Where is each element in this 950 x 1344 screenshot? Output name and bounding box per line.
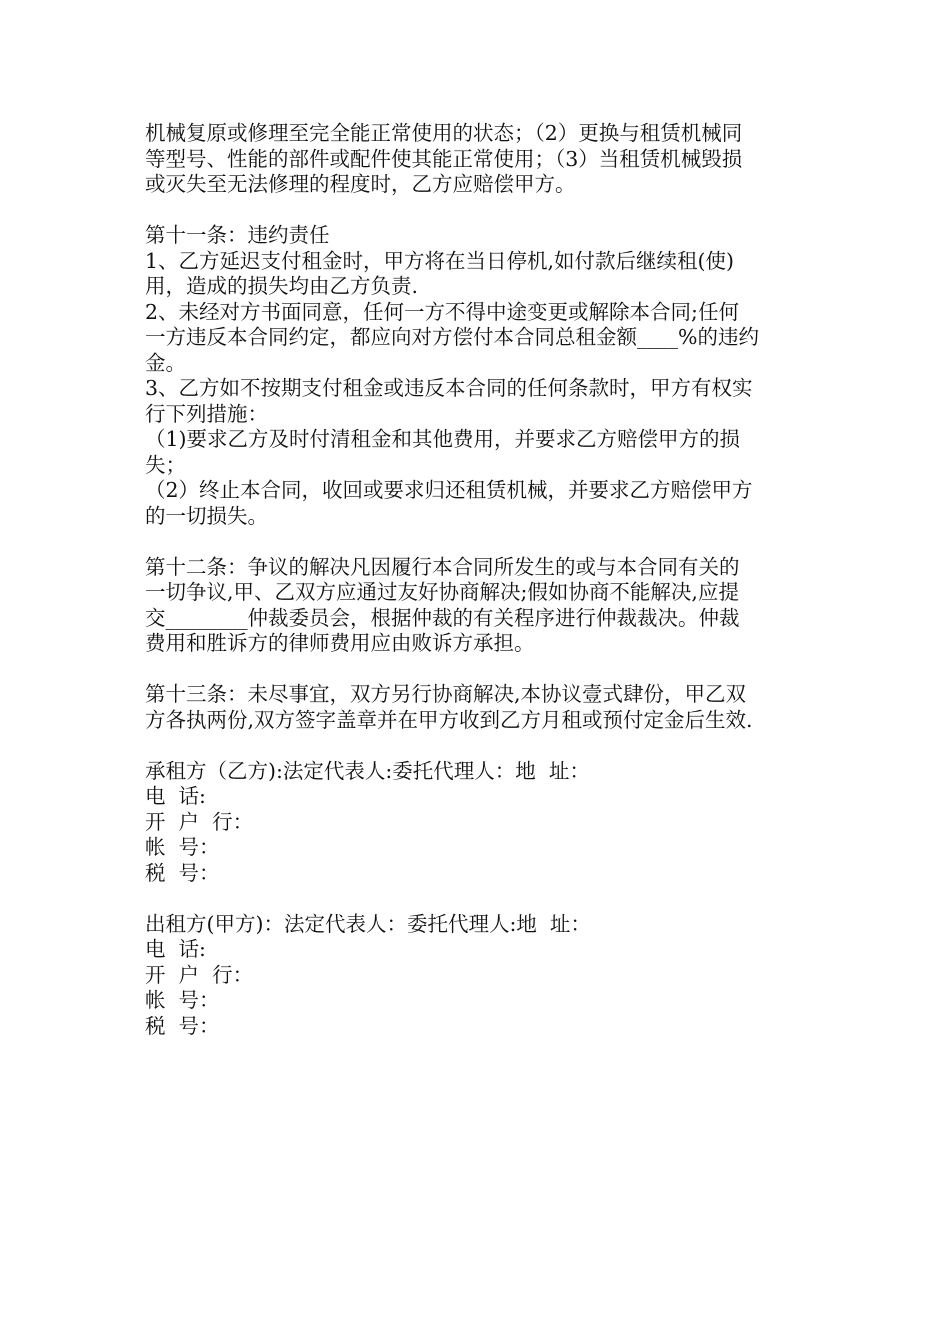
doc-line: 机械复原或修理至完全能正常使用的状态；（2）更换与租赁机械同 <box>145 121 743 145</box>
doc-line: 的一切损失。 <box>145 503 268 528</box>
doc-line: 3、乙方如不按期支付租金或违反本合同的任何条款时，甲方有权实 <box>145 376 753 400</box>
lessee-tax-label: 税 号： <box>145 860 220 885</box>
lessor-bank-label: 开 户 行： <box>145 962 254 987</box>
paragraph-gap <box>145 198 825 224</box>
lessee-bank-label: 开 户 行： <box>145 809 254 834</box>
doc-line: 一切争议,甲、乙双方应通过友好协商解决;假如协商不能解决,应提 <box>145 580 739 604</box>
lessor-phone-label: 电 话: <box>145 937 206 961</box>
doc-line: 一方违反本合同约定，都应向对方偿付本合同总租金额____%的违约 <box>145 325 759 349</box>
doc-line: 失； <box>145 452 186 477</box>
doc-line: 用，造成的损失均由乙方负责. <box>145 274 419 298</box>
lessee-signature-heading: 承租方（乙方):法定代表人:委托代理人：地 址： <box>145 758 590 783</box>
lessor-account-label: 帐 号： <box>145 988 220 1012</box>
document-page <box>145 121 825 1039</box>
doc-line: （2）终止本合同，收回或要求归还租赁机械，并要求乙方赔偿甲方 <box>145 478 753 502</box>
lessor-signature-heading: 出租方(甲方)：法定代表人：委托代理人:地 址： <box>145 911 591 936</box>
paragraph-gap <box>145 886 825 912</box>
lessee-phone-label: 电 话: <box>145 784 206 808</box>
doc-line: 行下列措施： <box>145 401 268 426</box>
lessor-tax-label: 税 号： <box>145 1013 220 1038</box>
section-heading-article-13: 第十三条：未尽事宜，双方另行协商解决,本协议壹式肆份，甲乙双 <box>145 682 747 706</box>
section-heading-article-12: 第十二条：争议的解决凡因履行本合同所发生的或与本合同有关的 <box>145 554 740 579</box>
lessee-account-label: 帐 号： <box>145 835 220 859</box>
doc-line: 1、乙方延迟支付租金时，甲方将在当日停机,如付款后继续租(使) <box>145 248 735 273</box>
doc-line: 方各执两份,双方签字盖章并在甲方收到乙方月租或预付定金后生效. <box>145 707 753 732</box>
doc-line: 或灭失至无法修理的程度时，乙方应赔偿甲方。 <box>145 172 576 196</box>
section-heading-article-11: 第十一条：违约责任 <box>145 223 330 247</box>
doc-line: 费用和胜诉方的律师费用应由败诉方承担。 <box>145 631 535 655</box>
paragraph-gap <box>145 733 825 759</box>
paragraph-gap <box>145 657 825 683</box>
doc-line: 金。 <box>145 350 186 375</box>
doc-line: 等型号、性能的部件或配件使其能正常使用；（3）当租赁机械毁损 <box>145 146 743 171</box>
paragraph-gap <box>145 529 825 555</box>
doc-line: 交________仲裁委员会，根据仲裁的有关程序进行仲裁裁决。仲裁 <box>145 605 740 630</box>
doc-line: （1)要求乙方及时付清租金和其他费用，并要求乙方赔偿甲方的损 <box>145 427 741 451</box>
doc-line: 2、未经对方书面同意，任何一方不得中途变更或解除本合同;任何 <box>145 299 739 324</box>
